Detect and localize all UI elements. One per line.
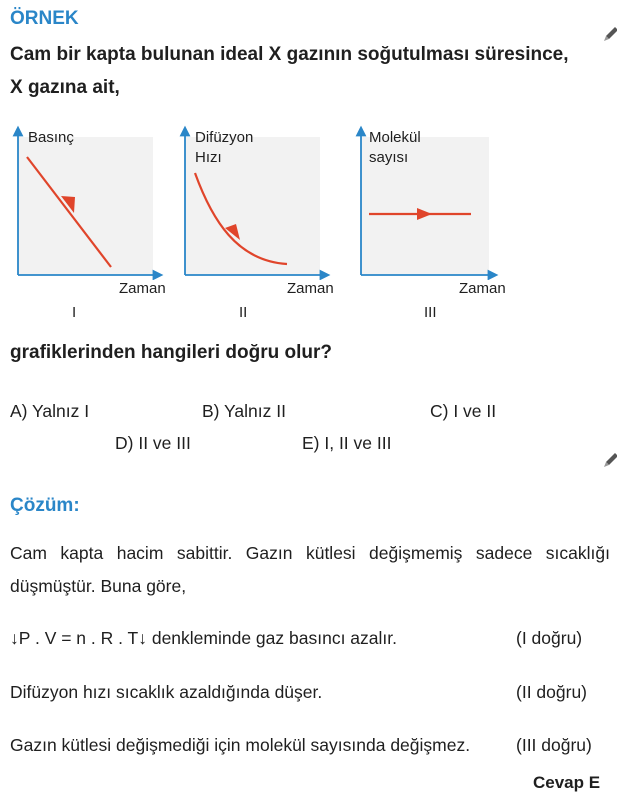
graph-1-y-label: Basınç: [28, 129, 74, 146]
graph-2-numeral: II: [239, 304, 248, 321]
graph-1-numeral: I: [72, 304, 77, 321]
solution-line-3: Gazın kütlesi değişmediği için molekül sayısında değişmez.: [10, 735, 471, 755]
solution-line-1: ↓P . V = n . R . T↓ denkleminde gaz basıncı azalır.: [10, 628, 397, 648]
answer: Cevap E: [533, 773, 601, 792]
solution-line-2-tag: (II doğru): [516, 682, 587, 702]
question-line-2: X gazına ait,: [10, 77, 120, 98]
question-prompt: grafiklerinden hangileri doğru olur?: [10, 342, 332, 363]
graph-2-y-label: Difüzyon: [195, 129, 254, 146]
graph-2-x-label: Zaman: [287, 280, 334, 297]
graph-3-y-label: Molekül: [369, 129, 421, 146]
solution-line-3-tag: (III doğru): [516, 735, 592, 755]
graph-background: [18, 137, 153, 275]
question-line-1: Cam bir kapta bulunan ideal X gazının soğutulması süresince,: [10, 44, 569, 65]
option-d[interactable]: D) II ve III: [115, 433, 191, 453]
option-a[interactable]: A) Yalnız I: [10, 401, 90, 421]
graph-3-x-label: Zaman: [459, 280, 506, 297]
graph-pressure: [10, 125, 175, 280]
graph-1-x-label: Zaman: [119, 280, 166, 297]
solution-line-1-tag: (I doğru): [516, 628, 583, 648]
pencil-icon: [604, 450, 617, 470]
solution-line-2: Difüzyon hızı sıcaklık azaldığında düşer.: [10, 682, 323, 702]
solution-paragraph-line-1: Cam kapta hacim sabittir. Gazın kütlesi değişmemiş sadece sıcaklığı: [10, 543, 610, 563]
solution-heading: Çözüm:: [10, 495, 80, 516]
graph-3-numeral: III: [424, 304, 437, 321]
option-b[interactable]: B) Yalnız II: [202, 401, 286, 421]
option-c[interactable]: C) I ve II: [430, 401, 497, 421]
option-e[interactable]: E) I, II ve III: [302, 433, 392, 453]
example-heading: ÖRNEK: [10, 8, 79, 29]
solution-paragraph-line-2: düşmüştür. Buna göre,: [10, 576, 187, 596]
graph-3-y-label-line-2: sayısı: [369, 149, 409, 166]
graph-2-y-label-line-2: Hızı: [195, 149, 222, 166]
